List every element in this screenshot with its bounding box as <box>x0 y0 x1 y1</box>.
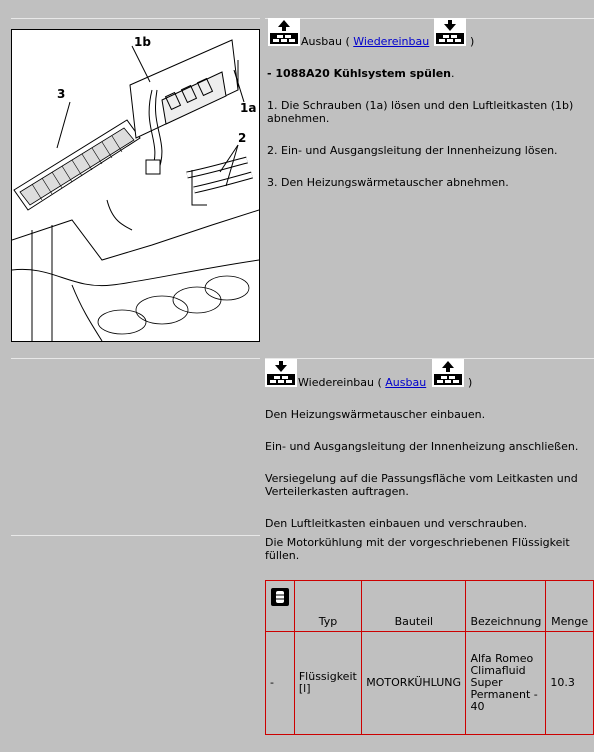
divider <box>265 358 594 359</box>
down-arrow-icon <box>265 359 297 387</box>
heater-core-diagram <box>11 29 260 342</box>
removal-step-1: 1. Die Schrauben (1a) lösen und den Luftleitkasten (1b) abnehmen. <box>267 99 574 125</box>
removal-step-2: 2. Ein- und Ausgangsleitung der Innenheizung lösen. <box>267 144 558 157</box>
removal-heading: Ausbau <box>301 35 342 48</box>
callout-1b: 1b <box>134 35 151 49</box>
removal-step-3: 3. Den Heizungswärmetauscher abnehmen. <box>267 176 509 189</box>
header-menge: Menge <box>546 581 594 632</box>
install-step-4: Den Luftleitkasten einbauen und verschrauben. <box>265 517 528 530</box>
cell-typ: Flüssigkeit [l] <box>294 632 361 735</box>
table-row <box>266 632 594 735</box>
divider <box>11 358 260 359</box>
procedure-line <box>267 67 455 80</box>
divider <box>265 18 594 19</box>
divider <box>11 535 260 536</box>
procedure-dot: . <box>451 67 455 80</box>
paren-open: ( <box>377 376 382 389</box>
paren-open: ( <box>345 35 350 48</box>
header-icon-cell <box>266 581 295 632</box>
divider <box>11 18 260 19</box>
callout-3: 3 <box>57 87 66 101</box>
header-bezeichnung: Bezeichnung <box>466 581 546 632</box>
down-arrow-icon[interactable] <box>434 18 466 46</box>
link-wiedereinbau[interactable]: Wiedereinbau <box>353 35 430 48</box>
header-bauteil: Bauteil <box>362 581 466 632</box>
install-step-3: Versiegelung auf die Passungsfläche vom Leitkasten und Verteilerkasten auftragen. <box>265 472 578 498</box>
cell-bezeichnung: Alfa Romeo Climafluid Super Permanent - 40 <box>466 632 546 735</box>
oil-can-icon <box>271 588 289 609</box>
callout-2: 2 <box>238 131 247 145</box>
removal-heading-line <box>301 35 429 48</box>
install-step-2: Ein- und Ausgangsleitung der Innenheizung anschließen. <box>265 440 579 453</box>
procedure-ref: - 1088A20 Kühlsystem spülen <box>267 67 452 80</box>
up-arrow-icon <box>268 18 300 46</box>
table-header-row <box>266 581 594 632</box>
link-ausbau[interactable]: Ausbau <box>385 376 427 389</box>
callout-1a: 1a <box>240 101 257 115</box>
cell-dash: - <box>266 632 295 735</box>
install-step-1: Den Heizungswärmetauscher einbauen. <box>265 408 486 421</box>
up-arrow-icon[interactable] <box>432 359 464 387</box>
paren-close: ) <box>470 35 475 48</box>
installation-heading-line <box>298 376 426 389</box>
paren-close: ) <box>468 376 473 389</box>
cell-bauteil: MOTORKÜHLUNG <box>362 632 466 735</box>
fluids-table <box>265 580 594 735</box>
header-typ: Typ <box>294 581 361 632</box>
install-step-5: Die Motorkühlung mit der vorgeschriebenen Flüssigkeit füllen. <box>265 536 570 562</box>
cell-menge: 10.3 <box>546 632 594 735</box>
installation-heading: Wiedereinbau <box>298 376 374 389</box>
